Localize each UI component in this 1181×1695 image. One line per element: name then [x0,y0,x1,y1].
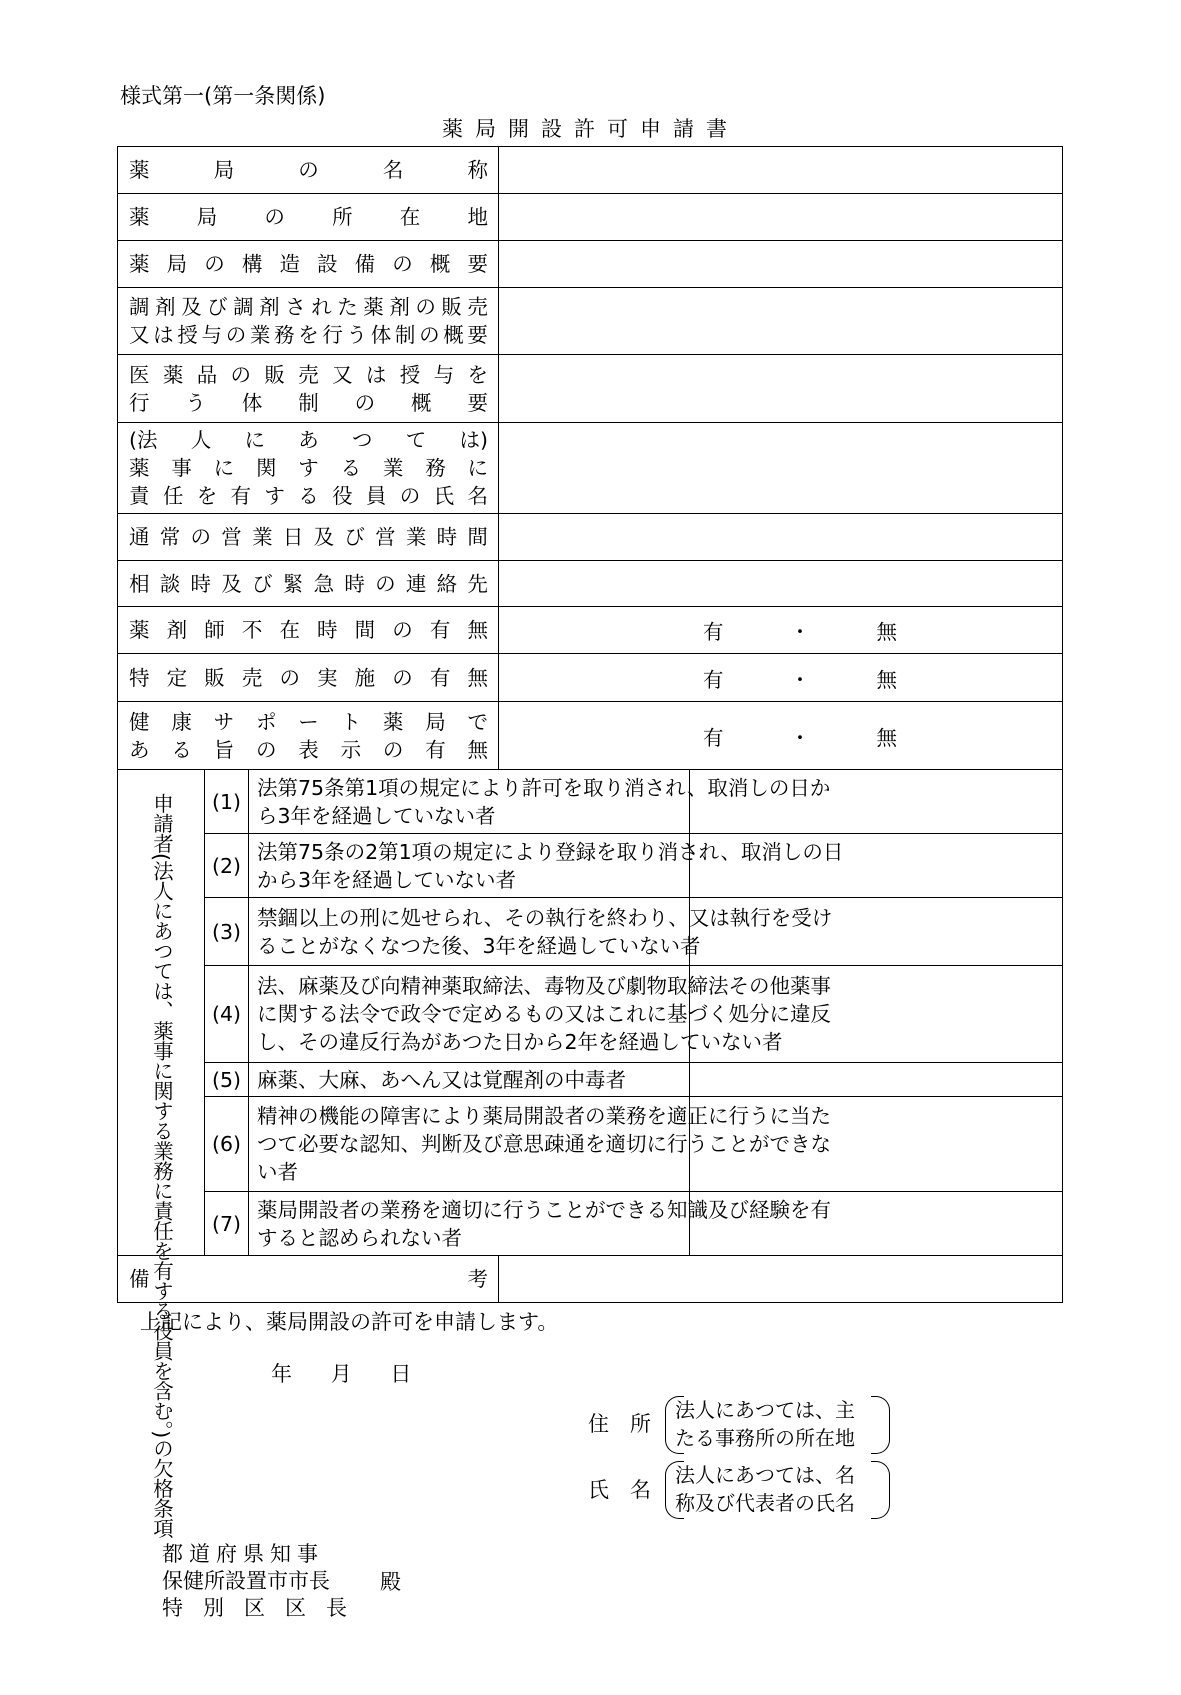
label-char: 売 [241,665,263,690]
label-char: 健 [129,709,150,734]
label-structure-facilities [129,250,488,278]
label-char: 体 [370,323,392,347]
disqualification-number: (1) [205,770,249,834]
label-char: て [405,428,427,452]
disqualification-number: (6) [205,1097,249,1192]
label-char: 称 [467,158,488,182]
input-structure-facilities[interactable] [499,241,1063,288]
row-business-hours [118,514,1063,561]
label-char: の [415,295,436,319]
label-char: ポ [255,709,277,734]
label-char: 間 [467,525,488,549]
label-char: 不 [241,618,263,642]
label-char: を [196,484,218,508]
label-char: 販 [264,362,285,387]
label-char: あ [298,428,319,452]
label-char: 時 [436,525,458,549]
label-char: 師 [204,618,225,642]
label-char: 役 [332,484,353,508]
input-emergency-contact[interactable] [499,561,1063,607]
document-title: 薬局開設許可申請書 [442,117,739,141]
label-char: 調 [233,295,254,319]
disqualification-text [249,1097,831,1192]
disqualification-line: 法第75条の2第1項の規定により登録を取り消され、取消しの日 [257,839,844,864]
label-char: 緊 [282,571,304,596]
label-char: の [204,252,225,276]
disqualification-line: ることがなくなつた後、3年を経過していない者 [257,933,701,958]
date-year-label: 年 [271,1362,292,1386]
label-char: う [185,390,206,415]
disqualification-row [118,1063,1063,1097]
label-char: 施 [354,665,376,690]
label-char: び [344,525,365,549]
label-char: を [467,362,488,387]
label-char: 所 [332,205,353,229]
label-char: 販 [204,665,225,690]
disqualification-number: (4) [205,966,249,1063]
label-dispensing-system-line2 [129,321,488,349]
honorific: 殿 [380,1570,401,1594]
disqualification-row [118,834,1063,898]
label-char: 考 [467,1267,488,1291]
disqualification-answer[interactable] [690,1063,1063,1097]
label-char: 薬 [129,456,150,480]
name-label: 氏 名 [588,1478,651,1502]
label-char: の [392,665,413,690]
addressee-governor: 都道府県知事 [162,1542,324,1566]
label-char: 有 [429,618,451,642]
disqualification-line: すると認められない者 [257,1225,462,1250]
label-char: の [298,158,319,182]
option-separator: ・ [789,667,811,692]
row-emergency-contact [118,561,1063,607]
label-char: は [153,323,174,347]
disqualification-line: 薬局開設者の業務を適切に行うことができる知識及び経験を有 [257,1197,831,1222]
disqualification-text [249,1063,690,1097]
label-char: の [264,205,285,229]
label-char: 販 [441,295,462,319]
label-char: 急 [313,571,335,596]
label-char: 剤 [389,295,410,319]
label-char: 要 [467,252,488,276]
label-char: 人 [190,428,212,452]
label-char: 薬 [129,252,150,276]
choice-health-support-pharmacy[interactable] [499,702,1063,770]
label-char: 備 [129,1267,150,1291]
label-char: 与 [201,323,223,347]
disqualification-row [118,1097,1063,1192]
option-yes[interactable]: 有 [703,667,724,692]
disqualification-text [249,770,831,834]
label-char: の [225,323,247,347]
label-char: 設 [317,252,338,276]
label-char: 実 [317,665,338,690]
label-char: 与 [433,362,455,387]
disqualification-line: 禁錮以上の刑に処せられ、その執行を終わり、又は執行を受け [257,905,833,930]
row-dispensing-system [118,288,1063,355]
disqualification-text [249,966,831,1063]
label-char: 要 [467,390,488,415]
label-char: 業 [405,525,427,549]
label-char: 薬 [382,709,404,734]
label-char: の [230,362,252,387]
label-char: 及 [181,295,202,319]
option-no[interactable]: 無 [876,620,897,644]
label-char: 局 [213,158,235,182]
name-note-line: 法人にあつては、名 [675,1463,855,1487]
label-char: 時 [317,618,338,642]
label-char: た [337,295,358,319]
label-char: 及 [313,525,335,549]
label-pharmacy-location [129,203,488,231]
disqualification-line: し、その違反行為があつた日から2年を経過していない者 [257,1030,783,1054]
label-char: 名 [467,484,488,508]
right-paren [871,1461,890,1519]
label-char: 局 [425,709,446,734]
label-char: の [419,323,440,347]
label-char: 概 [411,390,432,415]
label-char: 員 [365,484,387,508]
label-char: サ [213,709,235,734]
label-char: 日 [282,525,304,549]
row-responsible-officers [118,423,1063,514]
name-note [675,1461,855,1517]
disqualification-text [249,834,844,898]
label-char: 名 [382,158,404,182]
label-char: 業 [249,323,271,347]
disqualification-line: に関する法令で政令で定めるもの又はこれに基づく処分に違反 [257,1002,831,1026]
form-label: 様式第一(第一条関係) [120,84,326,108]
disqualification-vertical-label: 申請者(法人にあつては、薬事に関する業務に責任を有する役員を含む。)の欠格条項 [149,792,174,1538]
label-char: さ [285,295,306,319]
input-pharmacy-location[interactable] [499,194,1063,241]
input-responsible-officers[interactable] [499,423,1063,514]
disqualification-vertical-label-cell [118,770,205,1538]
input-dispensing-system[interactable] [499,288,1063,355]
row-structure-facilities [118,241,1063,288]
addressee-city-mayor: 保健所設置市市長 [162,1569,330,1593]
label-char: 薬 [129,618,150,642]
option-separator: ・ [789,620,811,644]
label-char: 営 [221,525,242,549]
label-char: で [467,709,488,734]
label-char: 康 [171,709,192,734]
choice-specified-sales[interactable] [499,654,1063,702]
disqualification-line: から3年を経過していない者 [257,867,517,892]
label-business-hours [129,523,488,551]
disqualification-row [118,1192,1063,1256]
label-char: 医 [129,362,150,387]
date-day-label: 日 [390,1362,412,1386]
label-char: び [252,571,273,596]
label-char: 有 [425,737,446,762]
label-char: 概 [443,323,464,347]
label-char: 時 [344,571,365,596]
label-char: 示 [340,737,362,762]
input-business-hours[interactable] [499,514,1063,561]
label-char: 売 [467,295,488,319]
row-remarks [118,1256,1063,1303]
option-separator: ・ [789,725,811,750]
disqualification-number: (5) [205,1063,249,1097]
label-medicine-sales-line2 [129,389,488,417]
label-char: 通 [129,525,150,549]
label-char: 地 [467,205,488,229]
row-pharmacy-name [118,147,1063,194]
label-char: 授 [399,362,421,387]
label-char: 常 [159,525,181,549]
disqualification-row [118,770,1063,834]
label-char: 売 [298,362,319,387]
address-note-line: 法人にあつては、主 [675,1398,855,1422]
label-char: 時 [190,571,212,596]
label-char: の [382,737,404,762]
label-char: 絡 [436,571,458,596]
label-char: ト [340,709,362,734]
row-pharmacist-absence [118,607,1063,654]
label-char: 局 [196,205,218,229]
disqualification-line: 精神の機能の障害により薬局開設者の業務を適正に行うに当た [257,1104,831,1128]
disqualification-number: (7) [205,1192,249,1256]
label-char: す [298,456,319,480]
label-char: 業 [382,456,404,480]
label-char: の [375,571,396,596]
label-char: の [279,665,300,690]
addressee-list [162,1541,367,1622]
label-char: 務 [274,323,295,347]
label-char: 談 [159,571,181,596]
address-note [675,1396,855,1452]
disqualification-line: ら3年を経過していない者 [257,803,496,828]
label-specified-sales [129,664,488,692]
address-label: 住 所 [588,1412,651,1436]
label-char: 薬 [162,362,184,387]
address-note-line: たる事務所の所在地 [675,1426,855,1450]
row-health-support-pharmacy [118,702,1063,770]
label-char: 無 [467,618,488,642]
disqualification-line: 法、麻薬及び向精神薬取締法、毒物及び劇物取締法その他薬事 [257,974,831,998]
addressee-ward-head: 特別区区長 [162,1596,367,1620]
label-char: を [298,323,319,347]
label-char: 氏 [433,484,455,508]
label-char: の [354,390,376,415]
label-char: 関 [255,456,277,480]
label-char: あ [129,737,150,762]
label-char: 及 [221,571,242,596]
label-health-support-line1 [129,708,488,736]
label-char: つ [352,428,373,452]
label-char: 要 [467,323,488,347]
label-char: 又 [332,362,353,387]
label-char: る [340,456,362,480]
disqualification-text [249,898,833,966]
label-remarks [129,1265,488,1293]
label-char: 先 [467,571,488,596]
application-statement: 上記により、薬局開設の許可を申請します。 [140,1310,559,1334]
disqualification-line: い者 [257,1160,298,1184]
row-specified-sales [118,654,1063,702]
label-char: 責 [129,484,150,508]
label-responsible-officers-line2 [129,454,488,482]
disqualification-row [118,966,1063,1063]
option-no[interactable]: 無 [876,667,897,692]
label-char: (法 [129,428,158,452]
label-char: 在 [399,205,421,229]
label-char: 薬 [129,205,150,229]
label-health-support-line2 [129,736,488,764]
disqualification-number: (2) [205,834,249,898]
label-char: 無 [467,737,488,762]
label-char: 剤 [155,295,176,319]
label-char: 無 [467,665,488,690]
label-char: の [392,618,413,642]
label-char: 備 [354,252,376,276]
option-yes[interactable]: 有 [703,620,724,644]
label-char: 制 [394,323,416,347]
input-medicine-sales-system[interactable] [499,355,1063,423]
label-pharmacist-absence [129,616,488,644]
label-pharmacy-name [129,156,488,184]
label-char: 又 [129,323,150,347]
label-char: 剤 [259,295,280,319]
choice-pharmacist-absence[interactable] [499,607,1063,654]
label-char: 局 [166,252,188,276]
label-char: 調 [129,295,150,319]
option-yes[interactable]: 有 [703,725,724,750]
label-char: 概 [429,252,451,276]
label-char: 任 [162,484,184,508]
label-char: 務 [425,456,446,480]
label-char: の [392,252,413,276]
label-char: 品 [196,362,218,387]
label-char: 薬 [129,158,150,182]
label-char: 業 [252,525,273,549]
right-paren [871,1396,890,1454]
disqualification-row [118,898,1063,966]
disqualification-line: 法第75条第1項の規定により許可を取り消され、取消しの日か [257,775,831,800]
label-responsible-officers-line3 [129,482,488,510]
label-char: び [207,295,228,319]
input-remarks[interactable] [499,1256,1063,1303]
label-char: 体 [241,390,263,415]
date-line[interactable] [271,1360,443,1388]
date-month-label: 月 [330,1362,352,1386]
option-no[interactable]: 無 [876,725,897,750]
label-char: れ [311,295,332,319]
row-medicine-sales-system [118,355,1063,423]
label-char: 連 [405,571,427,596]
label-char: ー [298,709,319,734]
label-char: 有 [230,484,252,508]
label-char: 薬 [363,295,384,319]
label-char: は [365,362,387,387]
disqualification-line: つて必要な認知、判断及び意思疎通を適切に行うことができな [257,1132,831,1156]
label-char: す [264,484,285,508]
label-char: う [346,323,368,347]
label-emergency-contact [129,570,488,598]
disqualification-number: (3) [205,898,249,966]
label-char: 表 [298,737,319,762]
disqualification-text [249,1192,831,1256]
label-char: 定 [166,665,188,690]
label-char: は) [459,428,488,452]
label-dispensing-system-line1 [129,293,488,321]
label-char: 行 [129,390,150,415]
label-char: る [298,484,319,508]
label-char: 在 [279,618,300,642]
label-char: 事 [171,456,192,480]
label-char: 構 [241,252,263,276]
disqualification-line: 麻薬、大麻、あへん又は覚醒剤の中毒者 [257,1067,626,1092]
label-char: 旨 [213,737,235,762]
label-char: 行 [322,323,343,347]
label-char: の [255,737,277,762]
label-char: の [399,484,421,508]
label-char: 造 [279,252,300,276]
label-medicine-sales-line1 [129,361,488,389]
label-char: 剤 [166,618,188,642]
label-responsible-officers-line1 [129,426,488,454]
label-char: 制 [298,390,319,415]
label-char: に [244,428,265,452]
label-char: に [467,456,488,480]
label-char: に [213,456,235,480]
label-char: る [171,737,192,762]
label-char: の [190,525,212,549]
label-char: 授 [177,323,198,347]
label-char: 相 [129,571,150,596]
name-note-line: 称及び代表者の氏名 [675,1491,855,1515]
input-pharmacy-name[interactable] [499,147,1063,194]
label-char: 間 [354,618,376,642]
row-pharmacy-location [118,194,1063,241]
label-char: 営 [375,525,396,549]
label-char: 有 [429,665,451,690]
label-char: 特 [129,665,150,690]
